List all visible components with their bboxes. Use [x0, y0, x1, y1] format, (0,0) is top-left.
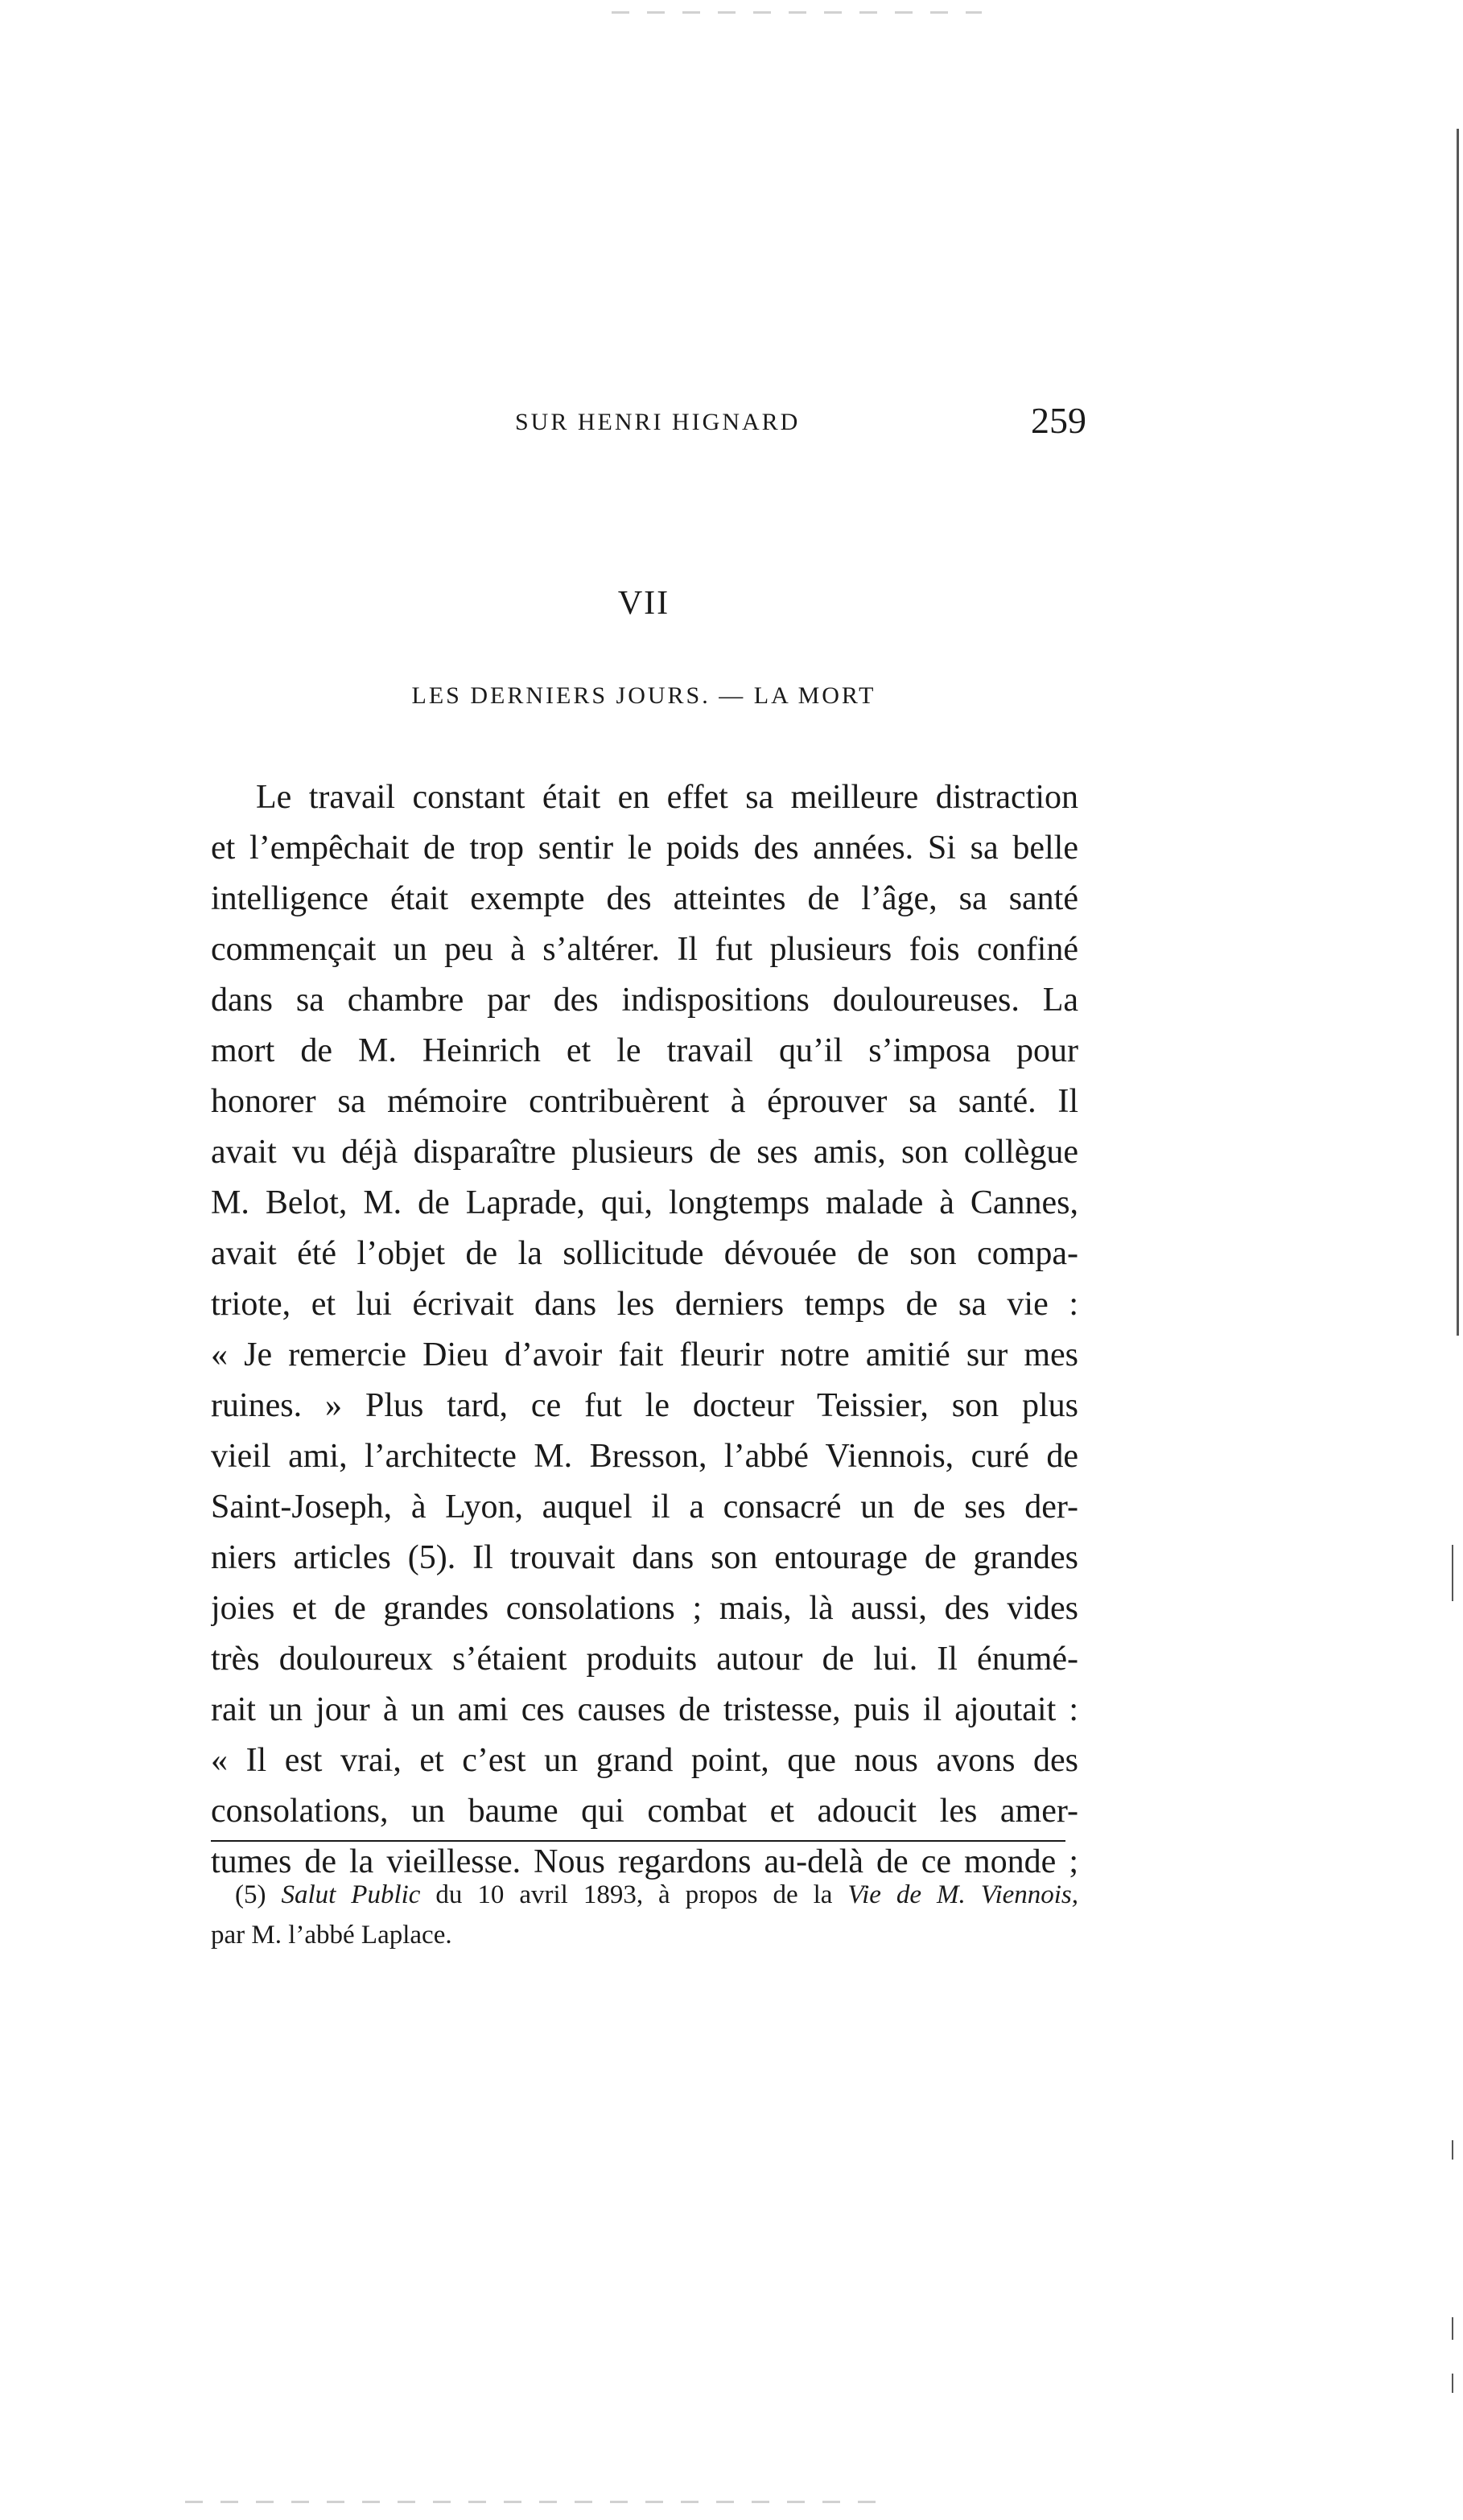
text-line: intelligence était exempte des atteintes de l’âge, sa santé: [211, 880, 1078, 917]
text-line: tumes de la vieillesse. Nous regardons au-delà de ce monde ;: [211, 1843, 1078, 1880]
page-number: 259: [1031, 400, 1086, 441]
text-line: M. Belot, M. de Laprade, qui, longtemps malade à Cannes,: [211, 1184, 1078, 1221]
footnote-marker: (5): [235, 1880, 266, 1909]
scan-edge-top: [612, 11, 982, 14]
footnote: [211, 1875, 1078, 1955]
running-title: SUR HENRI HIGNARD: [515, 409, 801, 435]
text-line: et l’empêchait de trop sentir le poids des années. Si sa belle: [211, 830, 1078, 867]
scan-edge-right: [1457, 129, 1459, 1336]
text-line: honorer sa mémoire contribuèrent à éprouver sa santé. Il: [211, 1083, 1078, 1120]
text-line: commençait un peu à s’altérer. Il fut plusieurs fois confiné: [211, 931, 1078, 968]
text-line: consolations, un baume qui combat et adoucit les amer-: [211, 1793, 1078, 1830]
text-line: avait vu déjà disparaître plusieurs de ses amis, son collègue: [211, 1134, 1078, 1171]
text-line: triote, et lui écrivait dans les derniers temps de sa vie :: [211, 1286, 1078, 1323]
text-line: Saint-Joseph, à Lyon, auquel il a consacré un de ses der-: [211, 1489, 1078, 1526]
footnote-rule: [211, 1840, 1065, 1842]
text-line: rait un jour à un ami ces causes de tristesse, puis il ajoutait :: [211, 1691, 1078, 1728]
text-line: niers articles (5). Il trouvait dans son entourage de grandes: [211, 1539, 1078, 1576]
text-line: dans sa chambre par des indispositions douloureuses. La: [211, 982, 1078, 1019]
footnote-line: par M. l’abbé Laplace.: [211, 1921, 452, 1950]
body-paragraph: [211, 772, 1078, 1888]
footnote-text: du 10 avril 1893, à propos de la: [435, 1880, 833, 1909]
chapter-number: VII: [617, 585, 670, 622]
footnote-line: [211, 1875, 1078, 1915]
text-line: joies et de grandes consolations ; mais, là aussi, des vides: [211, 1590, 1078, 1627]
text-line: vieil ami, l’architecte M. Bresson, l’abbé Viennois, curé de: [211, 1438, 1078, 1475]
text-line: « Je remercie Dieu d’avoir fait fleurir notre amitié sur mes: [211, 1336, 1078, 1373]
running-head: [209, 400, 1086, 447]
text-line: Le travail constant était en effet sa meilleure distraction: [256, 779, 1078, 816]
scan-edge-bottom: [185, 2501, 893, 2503]
text-line: mort de M. Heinrich et le travail qu’il s’imposa pour: [211, 1032, 1078, 1069]
text-line: ruines. » Plus tard, ce fut le docteur Teissier, son plus: [211, 1387, 1078, 1424]
footnote-book-title: Vie de M. Viennois,: [847, 1880, 1079, 1909]
text-line: avait été l’objet de la sollicitude dévouée de son compa-: [211, 1235, 1078, 1272]
chapter-title: LES DERNIERS JOURS. — LA MORT: [411, 682, 876, 709]
footnote-journal: Salut Public: [281, 1880, 421, 1909]
text-line: très douloureux s’étaient produits autour de lui. Il énumé-: [211, 1641, 1078, 1678]
text-line: « Il est vrai, et c’est un grand point, que nous avons des: [211, 1742, 1078, 1779]
